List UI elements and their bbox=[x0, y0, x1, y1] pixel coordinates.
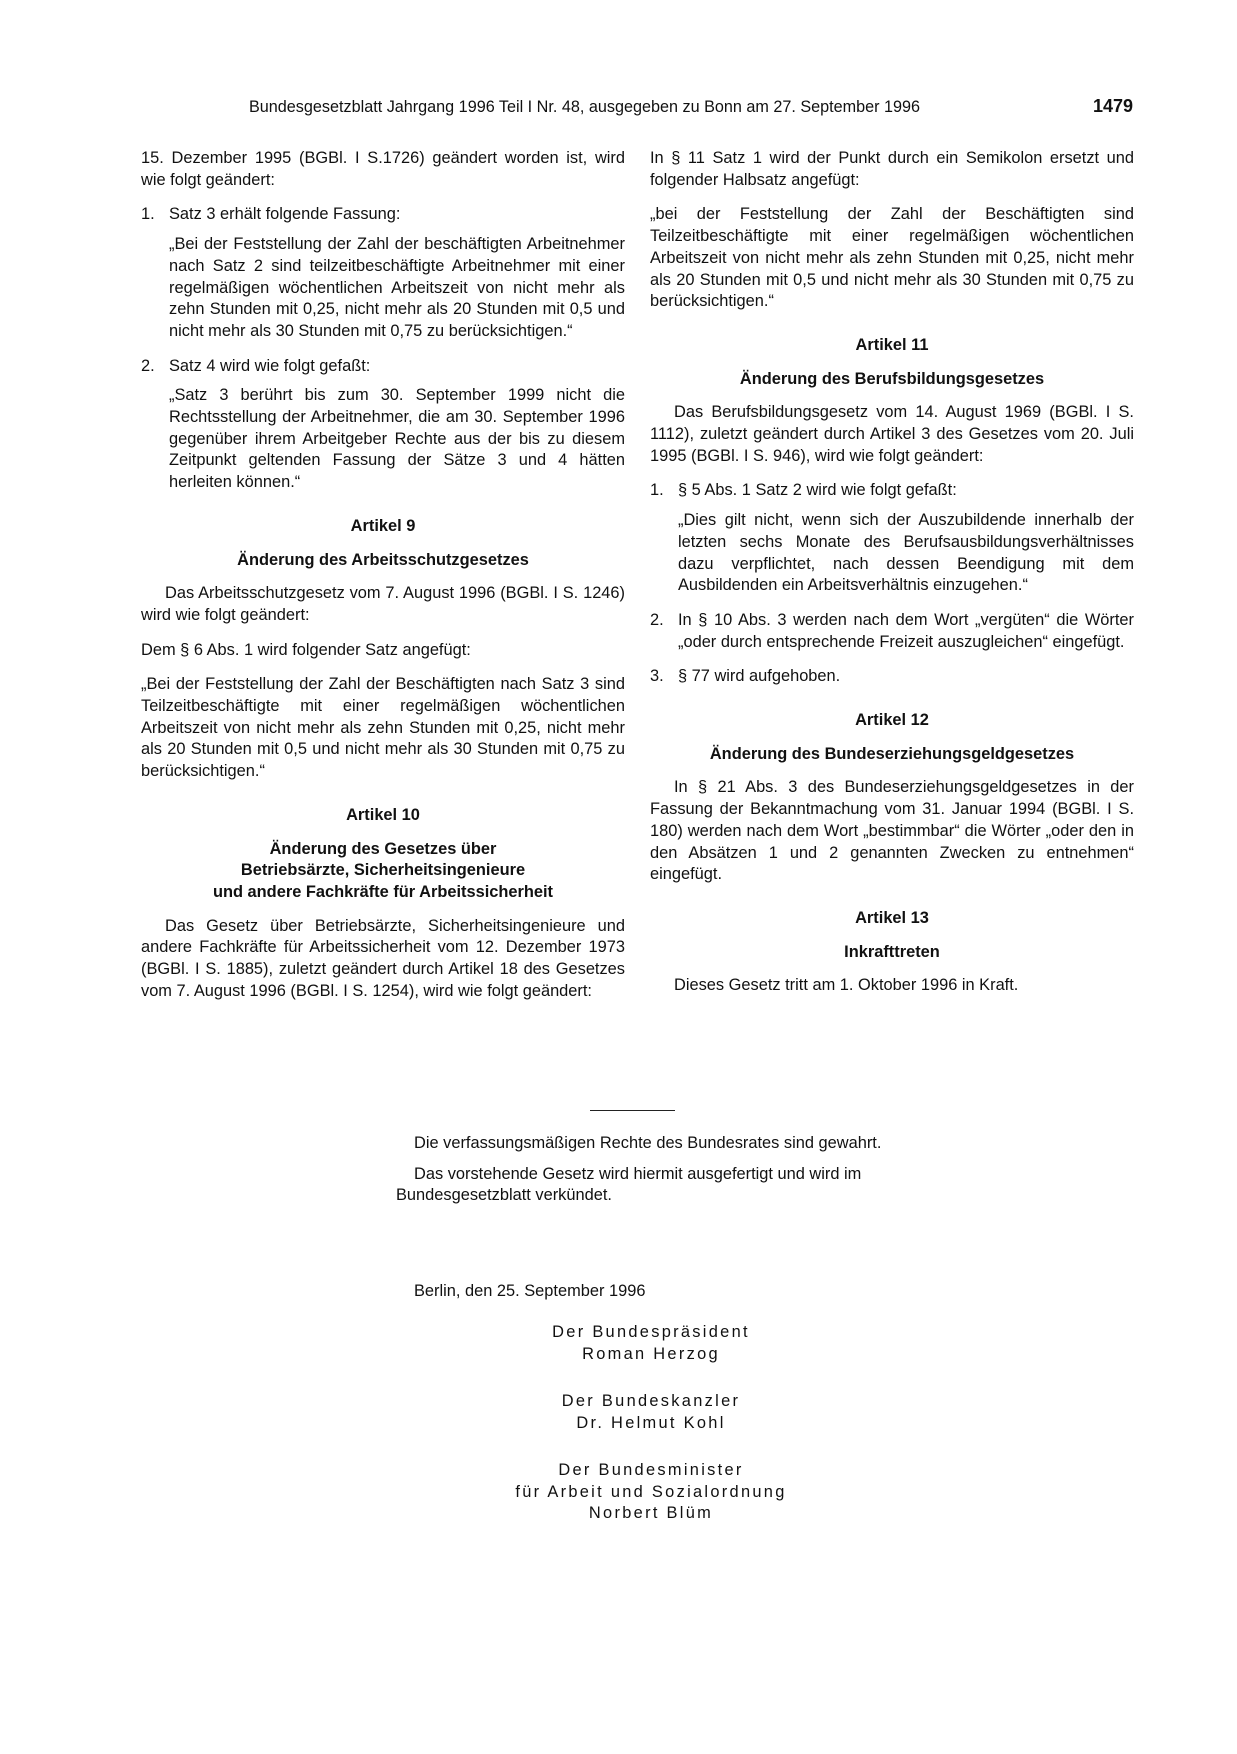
closing-block bbox=[396, 1133, 882, 1216]
item-quote: „Bei der Feststellung der Zahl der beschäftigten Arbeitnehmer nach Satz 2 sind teilzeitbeschäftigte Arbeitnehmer mit einer regelmäßigen wöchentlichen Arbeitszeit von nicht mehr als zehn Stunden mit 0,25, nicht mehr als 20 Stunden mit 0,5 und nicht mehr als 30 Stunden mit 0,75 zu berücksichtigen.“ bbox=[169, 235, 625, 340]
list-item bbox=[650, 610, 1134, 653]
article-11-paragraph: Das Berufsbildungsgesetz vom 14. August 1969 (BGBl. I S. 1112), zuletzt geändert durch Artikel 3 des Gesetzes vom 20. Juli 1995 (BGBl. I S. 946), wird wie folgt geändert: bbox=[650, 403, 1134, 465]
item-number: 2. bbox=[650, 610, 664, 629]
item-text: Satz 3 erhält folgende Fassung: bbox=[169, 205, 401, 224]
signature-block bbox=[371, 1460, 931, 1525]
signature-role: für Arbeit und Sozialordnung bbox=[515, 1482, 787, 1501]
article-9-title: Artikel 9 bbox=[350, 516, 416, 535]
closing-paragraph: Die verfassungsmäßigen Rechte des Bundesrates sind gewahrt. bbox=[414, 1134, 882, 1152]
item-number: 3. bbox=[650, 667, 664, 686]
closing-paragraph: Das vorstehende Gesetz wird hiermit ausgefertigt und wird im Bundesgesetzblatt verkündet. bbox=[396, 1164, 862, 1205]
article-11-title: Artikel 11 bbox=[855, 335, 929, 354]
list-item bbox=[650, 480, 1134, 597]
item-number: 2. bbox=[141, 356, 155, 375]
article-12-paragraph: In § 21 Abs. 3 des Bundeserziehungsgeldgesetzes in der Fassung der Bekanntmachung vom 31. Januar 1994 (BGBl. I S. 180) werden nach dem Wort „bestimmbar“ die Wörter „oder den in den Absätzen 1 und 2 genannten Zwecken zu entnehmen“ eingefügt. bbox=[650, 778, 1134, 884]
article-9-paragraph: Dem § 6 Abs. 1 wird folgender Satz angefügt: bbox=[141, 640, 471, 659]
article-12-title: Artikel 12 bbox=[855, 711, 929, 730]
signature-name: Roman Herzog bbox=[582, 1344, 720, 1363]
right-intro: In § 11 Satz 1 wird der Punkt durch ein Semikolon ersetzt und folgender Halbsatz angefügt: bbox=[650, 149, 1134, 189]
article-9-quote: „Bei der Feststellung der Zahl der Beschäftigten nach Satz 3 sind Teilzeitbeschäftigte mit einer regelmäßigen wöchentlichen Arbeitszeit von nicht mehr als zehn Stunden mit 0,25, nicht mehr als 20 Stunden mit 0,5 und nicht mehr als 30 Stunden mit 0,75 zu berücksichtigen.“ bbox=[141, 675, 625, 781]
signature-name: Dr. Helmut Kohl bbox=[576, 1413, 726, 1432]
section-divider bbox=[590, 1110, 675, 1111]
article-13-paragraph: Dieses Gesetz tritt am 1. Oktober 1996 in Kraft. bbox=[674, 976, 1019, 995]
article-10-heading bbox=[141, 839, 625, 904]
page-number: 1479 bbox=[1092, 96, 1133, 116]
running-title: Bundesgesetzblatt Jahrgang 1996 Teil I Nr. 48, ausgegeben zu Bonn am 27. September 1996 bbox=[249, 98, 921, 116]
list-item bbox=[650, 666, 1134, 688]
page-header bbox=[249, 98, 1133, 122]
article-13-heading: Inkrafttreten bbox=[844, 942, 940, 961]
signature-block bbox=[371, 1322, 931, 1365]
item-number: 1. bbox=[650, 481, 664, 500]
left-column bbox=[141, 148, 625, 1016]
article-10-paragraph: Das Gesetz über Betriebsärzte, Sicherheitsingenieure und andere Fachkräfte für Arbeitssicherheit vom 12. Dezember 1973 (BGBl. I S. 1885), zuletzt geändert durch Artikel 18 des Gesetzes vom 7. August 1996 (BGBl. I S. 1254), wird wie folgt geändert: bbox=[141, 916, 625, 1000]
article-9-paragraph: Das Arbeitsschutzgesetz vom 7. August 1996 (BGBl. I S. 1246) wird wie folgt geändert: bbox=[141, 584, 625, 624]
list-item bbox=[141, 204, 625, 342]
item-text: Satz 4 wird wie folgt gefaßt: bbox=[169, 356, 371, 375]
signature-name: Norbert Blüm bbox=[588, 1504, 714, 1522]
item-number: 1. bbox=[141, 205, 155, 224]
item-text: § 77 wird aufgehoben. bbox=[678, 667, 841, 686]
heading-line: Änderung des Gesetzes über bbox=[269, 839, 497, 858]
article-10-title: Artikel 10 bbox=[346, 805, 420, 824]
heading-line: und andere Fachkräfte für Arbeitssicherheit bbox=[212, 882, 554, 901]
item-text: In § 10 Abs. 3 werden nach dem Wort „vergüten“ die Wörter „oder durch entsprechende Freizeit auszugleichen“ eingefügt. bbox=[678, 610, 1134, 651]
signature-role: Der Bundespräsident bbox=[552, 1323, 750, 1341]
article-11-heading: Änderung des Berufsbildungsgesetzes bbox=[739, 369, 1045, 388]
item-text: § 5 Abs. 1 Satz 2 wird wie folgt gefaßt: bbox=[678, 481, 957, 500]
article-12-heading: Änderung des Bundeserziehungsgeldgesetzes bbox=[709, 744, 1075, 763]
item-quote: „Dies gilt nicht, wenn sich der Auszubildende innerhalb der letzten sechs Monate des Berufsausbildungsverhältnisses dazu verpflichtet, nach dessen Beendigung mit dem Ausbildenden ein Arbeitsverhältnis einzugehen.“ bbox=[678, 511, 1134, 595]
right-column bbox=[650, 148, 1134, 1010]
left-intro: 15. Dezember 1995 (BGBl. I S.1726) geändert worden ist, wird wie folgt geändert: bbox=[141, 149, 625, 189]
signature-role: Der Bundeskanzler bbox=[561, 1392, 741, 1410]
signature-role: Der Bundesminister bbox=[558, 1461, 744, 1479]
article-9-heading: Änderung des Arbeitsschutzgesetzes bbox=[237, 550, 529, 569]
right-intro-quote: „bei der Feststellung der Zahl der Beschäftigten sind Teilzeitbeschäftigte mit einer regelmäßigen wöchentlichen Arbeitszeit von nicht mehr als zehn Stunden mit 0,25, nicht mehr als 20 Stunden mit 0,5 und nicht mehr als 30 Stunden mit 0,75 zu berücksichtigen.“ bbox=[650, 205, 1134, 311]
signature-block bbox=[371, 1391, 931, 1434]
heading-line: Betriebsärzte, Sicherheitsingenieure bbox=[240, 861, 526, 880]
dateline: Berlin, den 25. September 1996 bbox=[414, 1282, 646, 1300]
article-13-title: Artikel 13 bbox=[855, 908, 929, 927]
signatures bbox=[371, 1322, 931, 1551]
list-item bbox=[141, 356, 625, 494]
item-quote: „Satz 3 berührt bis zum 30. September 1999 nicht die Rechtsstellung der Arbeitnehmer, die am 30. September 1996 gegenüber ihrem Arbeitgeber Rechte aus der bis zu diesem Zeitpunkt geltenden Fassung der Sätze 3 und 4 hätten herleiten können.“ bbox=[169, 386, 625, 492]
